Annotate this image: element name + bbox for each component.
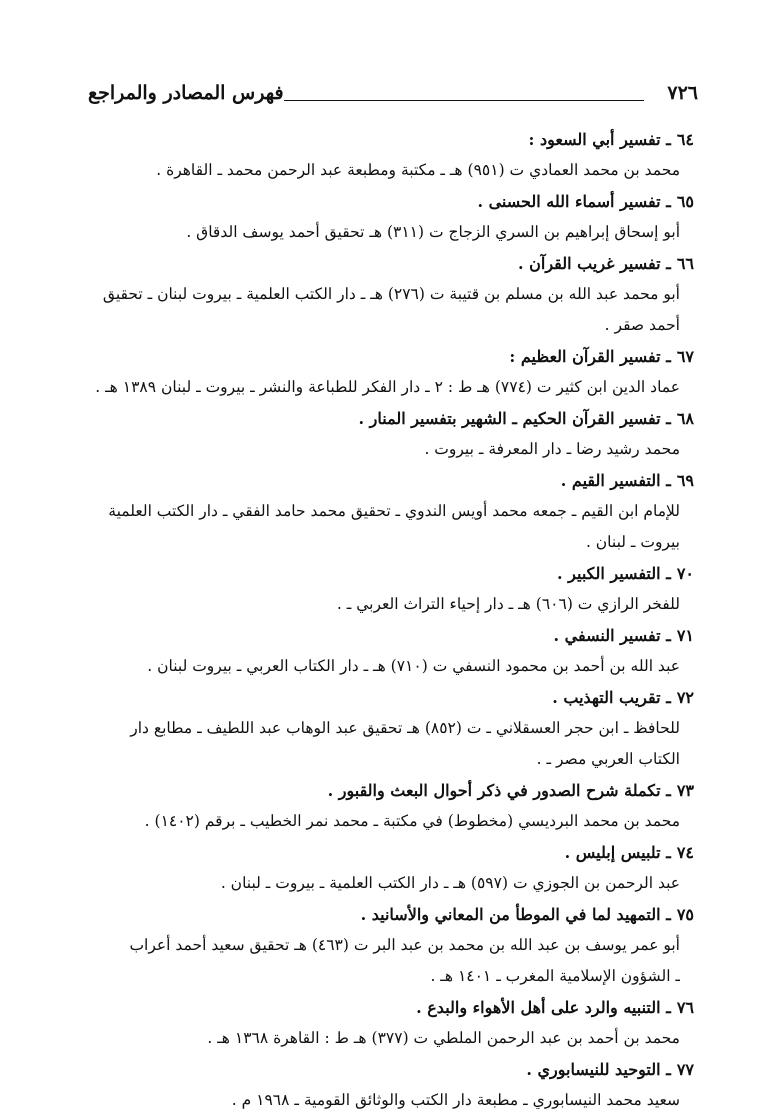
reference-detail-line: للفخر الرازي ت (٦٠٦) هـ ـ دار إحياء التراث العربي ـ . xyxy=(336,595,680,613)
reference-detail xyxy=(64,1023,694,1054)
reference-number: ٦٤ xyxy=(676,130,694,149)
reference-number: ٧٦ xyxy=(676,998,694,1017)
reference-title-text: ـ تفسير القرآن الحكيم ـ الشهير بتفسير المنار . xyxy=(358,409,671,428)
reference-title-text: ـ تفسير أبي السعود : xyxy=(528,130,671,149)
reference-detail xyxy=(64,372,694,403)
reference-detail-line: عبد الله بن أحمد بن محمود النسفي ت (٧١٠) هـ ـ دار الكتاب العربي ـ بيروت لبنان . xyxy=(147,657,680,675)
reference-entry xyxy=(64,1054,694,1116)
reference-entry xyxy=(64,899,694,992)
reference-entry xyxy=(64,992,694,1054)
reference-detail-line: أبو عمر يوسف بن عبد الله بن محمد بن عبد البر ت (٤٦٣) هـ تحقيق سعيد أحمد أعراب xyxy=(129,936,680,954)
reference-title xyxy=(64,682,694,713)
reference-detail xyxy=(64,589,694,620)
reference-entry xyxy=(64,620,694,682)
reference-title-text: ـ التفسير الكبير . xyxy=(557,564,671,583)
references-list xyxy=(64,124,694,1116)
reference-entry xyxy=(64,682,694,775)
reference-title-text: ـ التوحيد للنيسابوري . xyxy=(526,1060,671,1079)
reference-entry xyxy=(64,465,694,558)
reference-entry xyxy=(64,186,694,248)
reference-title-text: ـ تفسير القرآن العظيم : xyxy=(509,347,671,366)
reference-number: ٦٨ xyxy=(676,409,694,428)
reference-title xyxy=(64,992,694,1023)
reference-entry xyxy=(64,341,694,403)
reference-number: ٧٧ xyxy=(676,1060,694,1079)
reference-title xyxy=(64,186,694,217)
reference-detail xyxy=(64,806,694,837)
page-header xyxy=(88,82,698,114)
reference-title-text: ـ تفسير النسفي . xyxy=(553,626,671,645)
reference-entry xyxy=(64,558,694,620)
reference-title xyxy=(64,1054,694,1085)
reference-detail xyxy=(64,279,694,341)
reference-number: ٧٤ xyxy=(676,843,694,862)
reference-entry xyxy=(64,837,694,899)
reference-title xyxy=(64,341,694,372)
reference-number: ٧٠ xyxy=(676,564,694,583)
reference-number: ٦٥ xyxy=(676,192,694,211)
reference-detail-line: محمد رشيد رضا ـ دار المعرفة ـ بيروت . xyxy=(424,440,680,458)
reference-detail xyxy=(64,1085,694,1116)
reference-detail-line: عماد الدين ابن كثير ت (٧٧٤) هـ ط : ٢ ـ دار الفكر للطباعة والنشر ـ بيروت ـ لبنان ١٣٨٩ هـ . xyxy=(95,378,680,396)
reference-number: ٦٧ xyxy=(676,347,694,366)
reference-title-text: ـ تفسير أسماء الله الحسنى . xyxy=(477,192,671,211)
reference-detail xyxy=(64,868,694,899)
reference-number: ٧٣ xyxy=(676,781,694,800)
reference-title-text: ـ تقريب التهذيب . xyxy=(552,688,671,707)
reference-title xyxy=(64,124,694,155)
reference-detail-line: سعيد محمد النيسابوري ـ مطبعة دار الكتب والوثائق القومية ـ ١٩٦٨ م . xyxy=(231,1091,680,1109)
reference-entry xyxy=(64,403,694,465)
reference-detail-line: للإمام ابن القيم ـ جمعه محمد أويس الندوي ـ تحقيق محمد حامد الفقي ـ دار الكتب العلمية xyxy=(108,502,680,520)
reference-detail-line: بيروت ـ لبنان . xyxy=(585,533,680,551)
reference-detail-line: ـ الشؤون الإسلامية المغرب ـ ١٤٠١ هـ . xyxy=(430,967,680,985)
reference-number: ٦٩ xyxy=(676,471,694,490)
reference-detail-line: أبو محمد عبد الله بن مسلم بن قتيبة ت (٢٧٦) هـ ـ دار الكتب العلمية ـ بيروت لبنان ـ تحقيق xyxy=(102,285,680,303)
reference-title xyxy=(64,620,694,651)
reference-title-text: ـ التمهيد لما في الموطأ من المعاني والأسانيد . xyxy=(360,905,671,924)
reference-title xyxy=(64,248,694,279)
reference-detail xyxy=(64,930,694,992)
reference-detail xyxy=(64,713,694,775)
reference-detail-line: الكتاب العربي مصر ـ . xyxy=(536,750,680,768)
reference-title xyxy=(64,558,694,589)
reference-detail xyxy=(64,217,694,248)
reference-title-text: ـ تلبيس إبليس . xyxy=(564,843,671,862)
reference-entry xyxy=(64,124,694,186)
reference-title xyxy=(64,899,694,930)
reference-detail-line: محمد بن أحمد بن عبد الرحمن الملطي ت (٣٧٧) هـ ط : القاهرة ١٣٦٨ هـ . xyxy=(207,1029,680,1047)
reference-title xyxy=(64,403,694,434)
reference-number: ٦٦ xyxy=(676,254,694,273)
reference-detail-line: محمد بن محمد البرديسي (مخطوط) في مكتبة ـ محمد نمر الخطيب ـ برقم (١٤٠٢) . xyxy=(144,812,680,830)
running-title: فهرس المصادر والمراجع xyxy=(88,82,284,104)
reference-detail-line: أحمد صقر . xyxy=(604,316,680,334)
reference-title xyxy=(64,775,694,806)
reference-title-text: ـ تكملة شرح الصدور في ذكر أحوال البعث والقبور . xyxy=(327,781,671,800)
reference-detail-line: عبد الرحمن بن الجوزي ت (٥٩٧) هـ ـ دار الكتب العلمية ـ بيروت ـ لبنان . xyxy=(220,874,680,892)
reference-entry xyxy=(64,775,694,837)
reference-detail xyxy=(64,651,694,682)
header-rule xyxy=(284,100,644,101)
reference-title xyxy=(64,465,694,496)
reference-detail xyxy=(64,496,694,558)
page-number: ٧٢٦ xyxy=(667,82,698,104)
reference-detail-line: للحافظ ـ ابن حجر العسقلاني ـ ت (٨٥٢) هـ تحقيق عبد الوهاب عبد اللطيف ـ مطابع دار xyxy=(130,719,680,737)
reference-number: ٧١ xyxy=(676,626,694,645)
reference-title-text: ـ تفسير غريب القرآن . xyxy=(518,254,671,273)
reference-title-text: ـ التنبيه والرد على أهل الأهواء والبدع . xyxy=(416,998,671,1017)
reference-detail xyxy=(64,434,694,465)
reference-number: ٧٥ xyxy=(676,905,694,924)
reference-number: ٧٢ xyxy=(676,688,694,707)
reference-detail-line: محمد بن محمد العمادي ت (٩٥١) هـ ـ مكتبة ومطبعة عبد الرحمن محمد ـ القاهرة . xyxy=(156,161,680,179)
reference-detail-line: أبو إسحاق إبراهيم بن السري الزجاج ت (٣١١) هـ تحقيق أحمد يوسف الدقاق . xyxy=(186,223,680,241)
reference-detail xyxy=(64,155,694,186)
reference-entry xyxy=(64,248,694,341)
reference-title xyxy=(64,837,694,868)
reference-title-text: ـ التفسير القيم . xyxy=(560,471,671,490)
